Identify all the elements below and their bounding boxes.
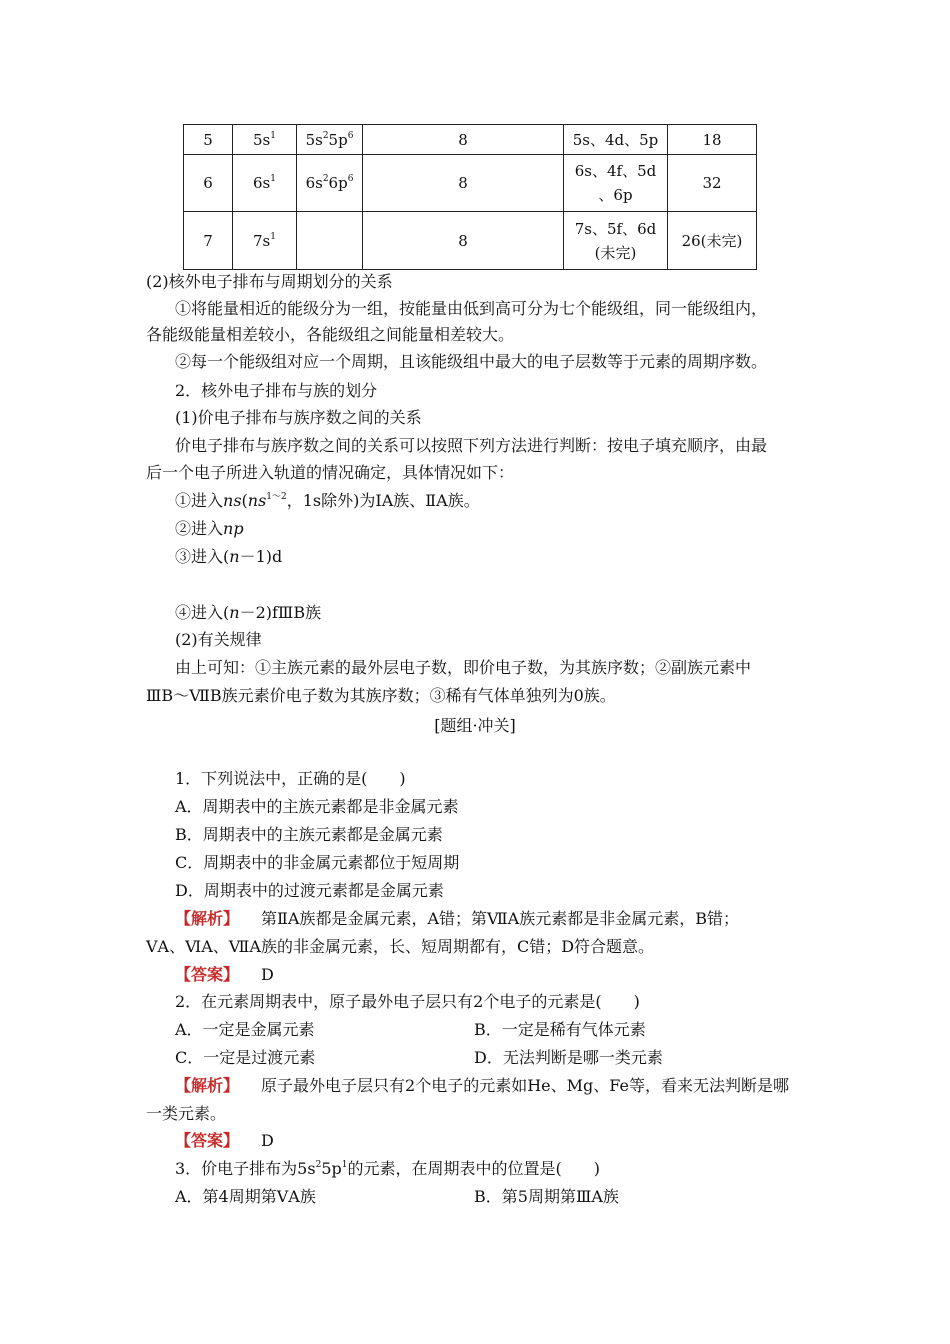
- subsection-title: (2)有关规律: [175, 630, 262, 649]
- option: B．周期表中的主族元素都是金属元素: [175, 825, 443, 844]
- paragraph: ①将能量相近的能级分为一组，按能量由低到高可分为七个能级组，同一能级组内，: [175, 299, 768, 318]
- first-config-cell: $5s^1$: [233, 125, 297, 155]
- paragraph: 后一个电子所进入轨道的情况确定，具体情况如下：: [146, 463, 515, 482]
- section-heading: 2．核外电子排布与族的划分: [175, 381, 378, 400]
- count-cell: 8: [363, 155, 564, 212]
- analysis: 【解析】 原子最外电子层只有2个电子的元素如He、Mg、Fe等，看来无法判断是哪: [175, 1076, 789, 1095]
- period-table: [183, 124, 757, 270]
- orbitals-cell: 6s、4f、5d 、6p: [564, 155, 668, 212]
- analysis-tag: 【解析】: [175, 909, 240, 928]
- elements-cell: 26(未完): [668, 212, 757, 270]
- orbitals-cell: 5s、4d、5p: [564, 125, 668, 155]
- elements-cell: 32: [668, 155, 757, 212]
- answer-tag: 【答案】: [175, 965, 240, 984]
- option: B．第5周期第ⅢA族: [474, 1187, 619, 1206]
- analysis: 【解析】 第ⅡA族都是金属元素，A错；第ⅦA族元素都是非金属元素，B错；: [175, 909, 739, 928]
- answer: 【答案】 D: [175, 965, 274, 984]
- paragraph: 由上可知：①主族元素的最外层电子数，即价电子数，为其族序数；②副族元素中: [175, 658, 752, 677]
- question-stem: 1．下列说法中，正确的是( ): [175, 769, 406, 788]
- option: B．一定是稀有气体元素: [474, 1020, 646, 1039]
- table-row: [184, 125, 757, 155]
- elements-cell: 18: [668, 125, 757, 155]
- rule-item: ②进入np: [175, 519, 244, 538]
- last-config-cell: $6s^26p^6$: [297, 155, 363, 212]
- paragraph: ⅢB～ⅦB族元素价电子数为其族序数；③稀有气体单独列为0族。: [146, 686, 616, 705]
- period-cell: 6: [184, 155, 233, 212]
- question-stem: 3．价电子排布为$5s^25p^1$的元素，在周期表中的位置是( ): [175, 1159, 600, 1178]
- option-row: [175, 1046, 875, 1070]
- option: A．周期表中的主族元素都是非金属元素: [175, 797, 459, 816]
- analysis: 一类元素。: [146, 1104, 227, 1123]
- orbitals-cell: 7s、5f、6d (未完): [564, 212, 668, 270]
- option: C．周期表中的非金属元素都位于短周期: [175, 853, 460, 872]
- option-row: [175, 1185, 875, 1209]
- option: D．周期表中的过渡元素都是金属元素: [175, 881, 444, 900]
- subsection-title: (1)价电子排布与族序数之间的关系: [175, 408, 422, 427]
- rule-item: ④进入(n－2)fⅢB族: [175, 603, 322, 622]
- last-config-cell: [297, 212, 363, 270]
- period-cell: 7: [184, 212, 233, 270]
- last-config-cell: $5s^25p^6$: [297, 125, 363, 155]
- paragraph: ②每一个能级组对应一个周期，且该能级组中最大的电子层数等于元素的周期序数。: [175, 352, 768, 371]
- subsection-title: (2)核外电子排布与周期划分的关系: [146, 272, 393, 291]
- paragraph: 各能级能量相差较小，各能级组之间能量相差较大。: [146, 325, 515, 344]
- option: A．第4周期第ⅤA族: [175, 1187, 316, 1206]
- option: D．无法判断是哪一类元素: [474, 1048, 663, 1067]
- count-cell: 8: [363, 125, 564, 155]
- count-cell: 8: [363, 212, 564, 270]
- answer: 【答案】 D: [175, 1131, 274, 1150]
- answer-tag: 【答案】: [175, 1131, 240, 1150]
- option: A．一定是金属元素: [175, 1020, 315, 1039]
- group-title: [题组·冲关]: [434, 716, 516, 735]
- option: C．一定是过渡元素: [175, 1048, 316, 1067]
- period-cell: 5: [184, 125, 233, 155]
- paragraph: 价电子排布与族序数之间的关系可以按照下列方法进行判断：按电子填充顺序，由最: [175, 436, 768, 455]
- option-row: [175, 1018, 875, 1042]
- table-row: [184, 155, 757, 212]
- first-config-cell: $7s^1$: [233, 212, 297, 270]
- analysis: ⅤA、ⅥA、ⅦA族的非金属元素，长、短周期都有，C错；D符合题意。: [146, 937, 655, 956]
- question-stem: 2．在元素周期表中，原子最外电子层只有2个电子的元素是( ): [175, 992, 640, 1011]
- first-config-cell: $6s^1$: [233, 155, 297, 212]
- rule-item: ③进入(n－1)d: [175, 547, 283, 566]
- analysis-tag: 【解析】: [175, 1076, 240, 1095]
- rule-item: ①进入$ns(ns^{1\sim 2}$，1s除外)为ⅠA族、ⅡA族。: [175, 491, 480, 510]
- table-row: [184, 212, 757, 270]
